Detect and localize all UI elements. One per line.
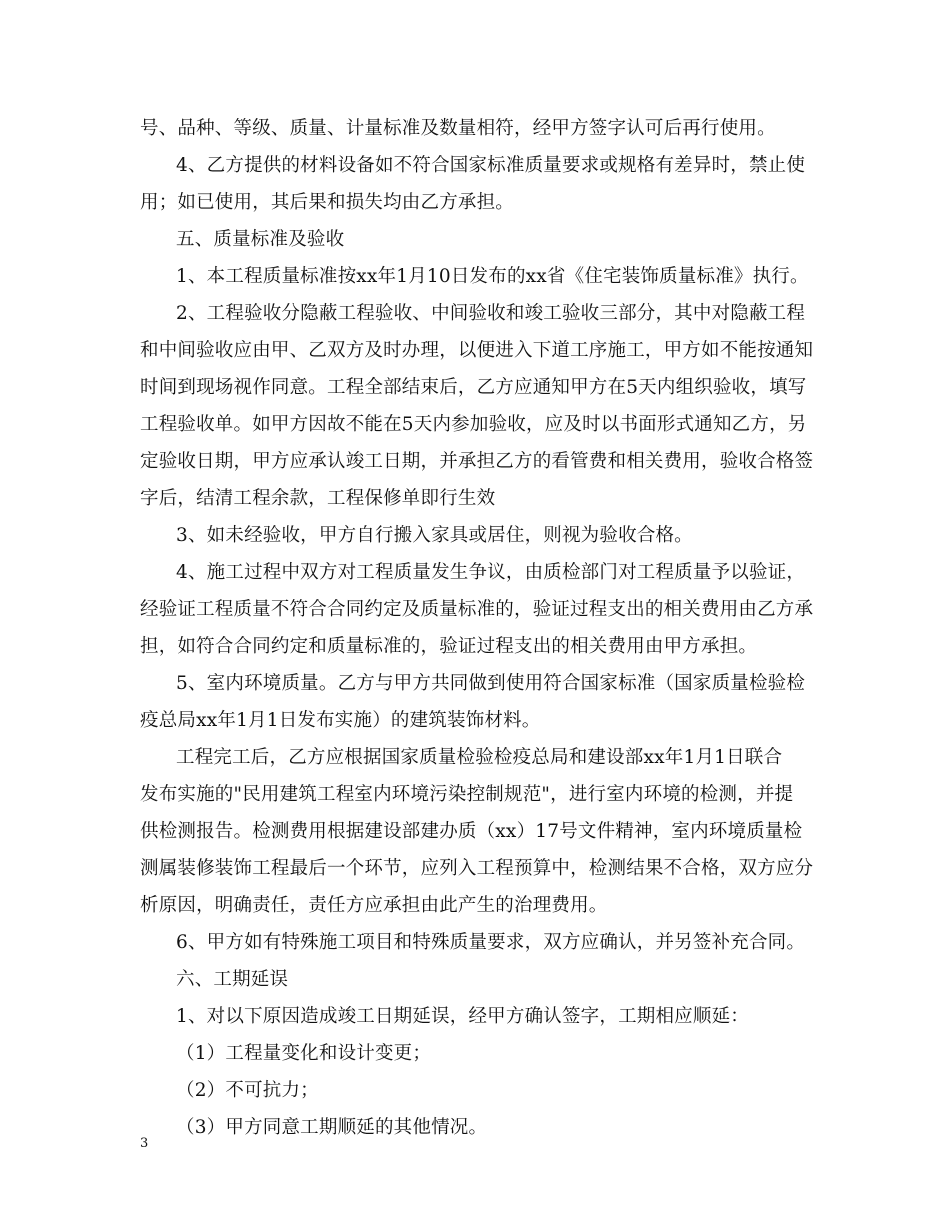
paragraph-line: 1、对以下原因造成竣工日期延误，经甲方确认签字，工期相应顺延： (176, 1006, 749, 1027)
paragraph-line: 测属装修装饰工程最后一个环节，应列入工程预算中，检测结果不合格，双方应分 (140, 858, 814, 879)
paragraph-line: 6、甲方如有特殊施工项目和特殊质量要求，双方应确认，并另签补充合同。 (176, 932, 806, 953)
section-heading: 六、工期延误 (176, 969, 289, 990)
paragraph-line: 2、工程验收分隐蔽工程验收、中间验收和竣工验收三部分，其中对隐蔽工程 (176, 303, 806, 324)
list-item: （2）不可抗力； (176, 1080, 319, 1101)
list-item: （3）甲方同意工期顺延的其他情况。 (176, 1117, 488, 1138)
paragraph-line: 定验收日期，甲方应承认竣工日期，并承担乙方的看管费和相关费用，验收合格签 (140, 451, 814, 472)
paragraph-line: 析原因，明确责任，责任方应承担由此产生的治理费用。 (140, 895, 608, 916)
paragraph-line: 4、乙方提供的材料设备如不符合国家标准质量要求或规格有差异时，禁止使 (176, 155, 806, 176)
paragraph-line: 经验证工程质量不符合合同约定及质量标准的，验证过程支出的相关费用由乙方承 (140, 599, 814, 620)
paragraph-line: 和中间验收应由甲、乙双方及时办理，以便进入下道工序施工，甲方如不能按通知 (140, 340, 814, 361)
list-item: （1）工程量变化和设计变更； (176, 1043, 432, 1064)
paragraph-line: 4、施工过程中双方对工程质量发生争议，由质检部门对工程质量予以验证， (176, 562, 806, 583)
paragraph-line: 工程验收单。如甲方因故不能在5天内参加验收，应及时以书面形式通知乙方，另 (140, 414, 807, 435)
paragraph-line: 1、本工程质量标准按xx年1月10日发布的xx省《住宅装饰质量标准》执行。 (176, 266, 809, 287)
paragraph-line: 字后，结清工程余款，工程保修单即行生效 (140, 488, 496, 509)
paragraph-line: 用；如已使用，其后果和损失均由乙方承担。 (140, 192, 515, 213)
paragraph-line: 发布实施的"民用建筑工程室内环境污染控制规范"，进行室内环境的检测，并提 (140, 784, 794, 805)
paragraph-line: 担，如符合合同约定和质量标准的，验证过程支出的相关费用由甲方承担。 (140, 636, 758, 657)
paragraph-line: 时间到现场视作同意。工程全部结束后，乙方应通知甲方在5天内组织验收，填写 (140, 377, 807, 398)
paragraph-line: 号、品种、等级、质量、计量标准及数量相符，经甲方签字认可后再行使用。 (140, 118, 776, 139)
page-number: 3 (140, 1136, 149, 1151)
paragraph-line: 3、如未经验收，甲方自行搬入家具或居住，则视为验收合格。 (176, 525, 693, 546)
section-heading: 五、质量标准及验收 (176, 229, 345, 250)
paragraph-line: 5、室内环境质量。乙方与甲方共同做到使用符合国家标准（国家质量检验检 (176, 673, 806, 694)
paragraph-line: 供检测报告。检测费用根据建设部建办质（xx）17号文件精神，室内环境质量检 (140, 821, 803, 842)
paragraph-line: 疫总局xx年1月1日发布实施）的建筑装饰材料。 (140, 710, 541, 731)
paragraph-line: 工程完工后，乙方应根据国家质量检验检疫总局和建设部xx年1月1日联合 (176, 747, 783, 768)
